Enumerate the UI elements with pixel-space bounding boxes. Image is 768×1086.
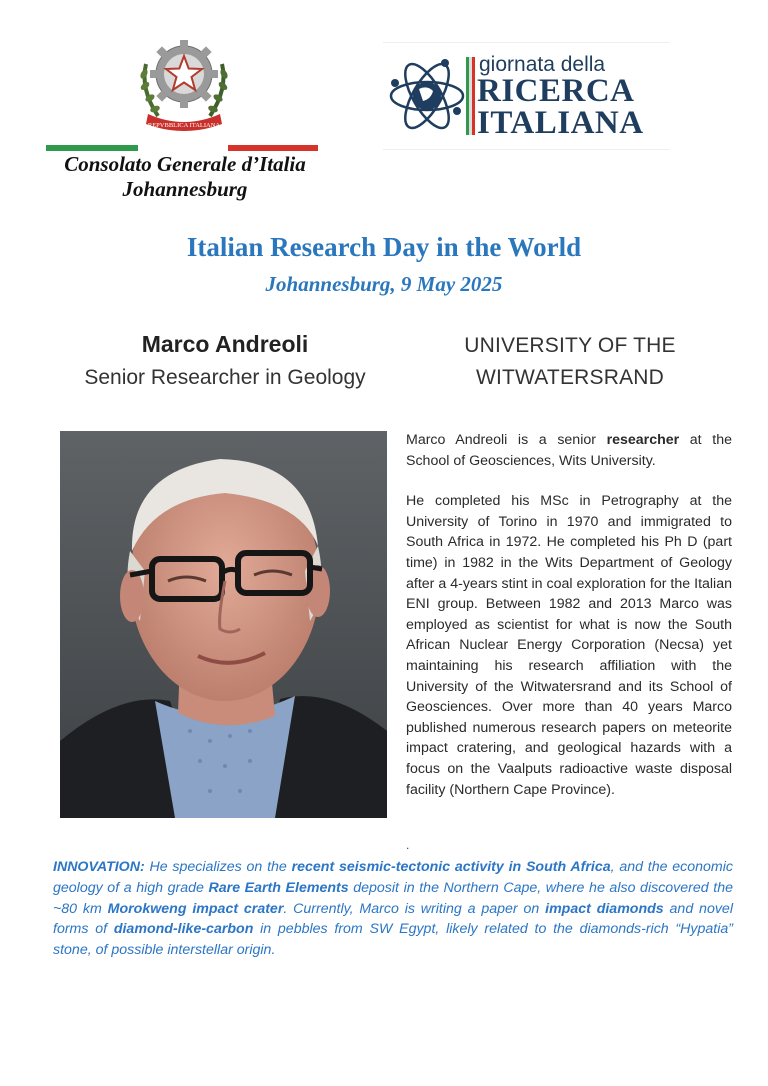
portrait-photo bbox=[60, 431, 387, 818]
logo-line1: giornata della bbox=[479, 53, 606, 76]
bio-highlight-researcher: researcher bbox=[606, 432, 680, 448]
emblem-ribbon-text: REPVBBLICA ITALIANA bbox=[147, 122, 221, 129]
italian-republic-emblem bbox=[136, 34, 232, 134]
atom-globe-icon bbox=[387, 53, 467, 139]
innovation-label: INNOVATION: bbox=[53, 859, 145, 875]
person-role: Senior Researcher in Geology bbox=[84, 366, 366, 389]
consulate-name bbox=[40, 152, 330, 202]
innovation-paragraph: INNOVATION: He specializes on the recent seismic-tectonic activity in South Africa, and the economic geology of a high grade Rare Earth Elements deposit in the Northern Cape, where he also discovered the ~80 km Morokweng impact crater. Currently, Marco is writing a paper on impact diamonds and novel forms of diamond-like-carbon in pebbles from SW Egypt, likely related to the diamonds-rich “Hypatia” stone, of possible interstellar origin. bbox=[53, 859, 733, 959]
logo-line2: RICERCA bbox=[477, 73, 635, 109]
bio-paragraph-2: He completed his MSc in Petrography at the University of Torino in 1970 and immigrated to South Africa in 1972. He completed his Ph D (part time) in 1982 in the Wits Department of Geology after a 4-years stint in coal exploration for the Italian ENI group. Between 1982 and 2013 Marco was employed as scientist for what is now the South African Nuclear Energy Corporation (Necsa) yet maintaining his research affiliation with the University of the Witwatersrand and its School of Geosciences. Over more than 40 years Marco published numerous research papers on meteorite impact cratering, and geological hazards with a focus on the Vaalputs radioactive waste disposal facility (Northern Cape Province). bbox=[406, 493, 732, 798]
flag-bar-red bbox=[228, 145, 318, 151]
consulate-line1: Consolato Generale d’Italia bbox=[64, 152, 306, 176]
logo-line3: ITALIANA bbox=[477, 105, 644, 141]
university-name bbox=[420, 330, 720, 394]
stray-dot: . bbox=[406, 838, 410, 852]
university-line1: UNIVERSITY OF THE bbox=[464, 334, 676, 357]
bio-paragraph-1: Marco Andreoli is a senior researcher at the School of Geosciences, Wits University. bbox=[406, 432, 732, 469]
person-name: Marco Andreoli bbox=[141, 331, 309, 357]
flag-bar-green bbox=[46, 145, 138, 151]
biography bbox=[406, 430, 732, 820]
consulate-line2: Johannesburg bbox=[122, 177, 248, 201]
event-title: Italian Research Day in the World bbox=[186, 232, 582, 262]
event-subtitle: Johannesburg, 9 May 2025 bbox=[265, 272, 503, 296]
university-line2: WITWATERSRAND bbox=[475, 366, 665, 389]
research-day-logo bbox=[383, 42, 669, 150]
